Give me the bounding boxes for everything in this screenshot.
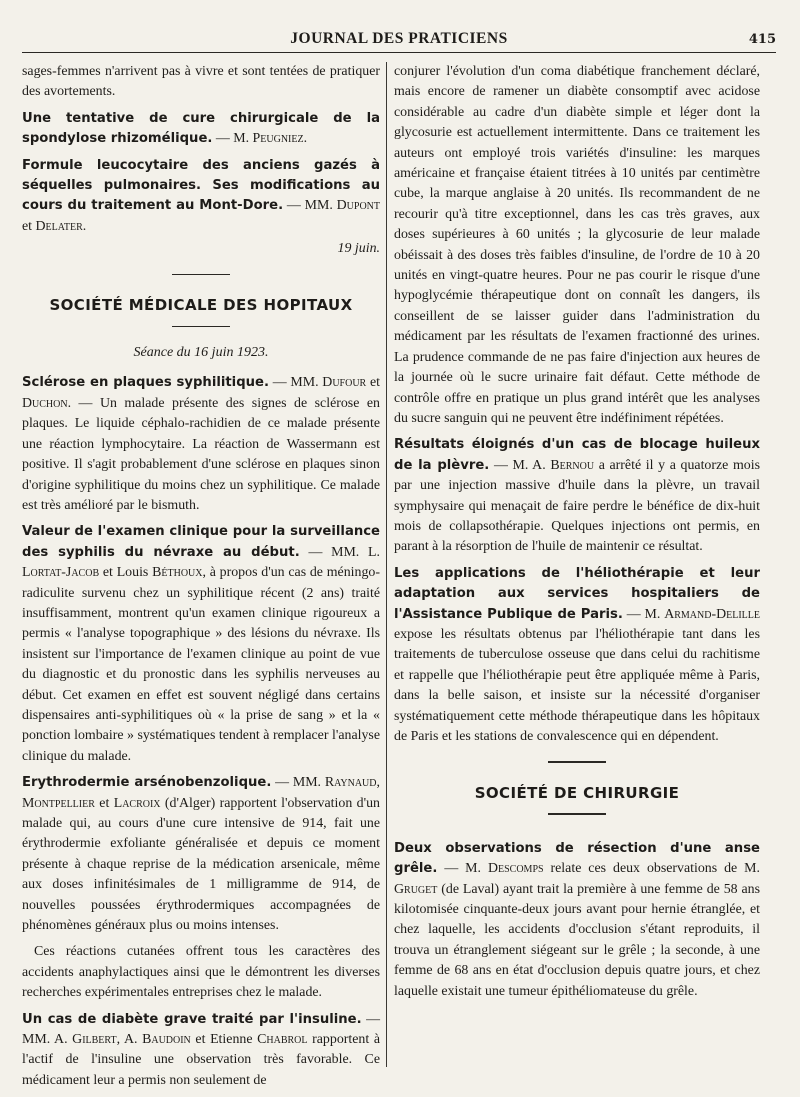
- article-body: — Un malade présente des signes de sclérose en plaques. Le liquide céphalo-rachidien de ce malade présente une réaction lymphocytaire. La réaction de Wassermann est positive. Il s'agit probablement d'une sclérose en plaques sinon d'origine syphilitique du moins chez un syphilitique. Ce malade est très amélioré par le bismuth.: [22, 395, 380, 513]
- article-title: Erythrodermie arsénobenzolique.: [22, 775, 272, 791]
- article-title: Deux observations de résection d'une anse grêle.: [394, 840, 760, 877]
- section-rule: [172, 326, 230, 328]
- article-body: expose les résultats obtenus par l'héliothérapie tant dans les traitements de tuberculose osseuse que dans celui du rachitisme et rappelle que l'héliothérapie peut être appliquée même à Paris, dans la belle saison, et insiste sur la nécessité d'organiser systématiquement cette méthode thérapeutique dans les hôpitaux de Paris et les stations de convalescence qui en dépendent.: [394, 626, 760, 744]
- article-body: relate ces deux observations de M.: [543, 861, 760, 877]
- article-resection: [394, 839, 760, 1002]
- separator: — M.: [212, 131, 253, 147]
- conjunction: et Etienne: [190, 1032, 258, 1048]
- article-title: Résultats éloignés d'un cas de blocage huileux de la plèvre.: [394, 437, 760, 473]
- article-spondylose: [22, 109, 380, 150]
- separator: — M.: [622, 606, 665, 622]
- author-name: Dupont: [336, 198, 381, 214]
- article-body: (de Laval) ayant trait la première à une femme de 58 ans kilotomisée cinquante-deux jours avant pour hernie étranglée, et chez laquelle, les accidents d'occlusion s'étant reproduits, il trouva un étranglement siégeant sur le grêle ; la seconde, à une femme de 68 ans en état d'occlusion depuis quatre jours, et chez laquelle existait une tumeur épithéliomateuse du grêle.: [394, 881, 760, 999]
- author-name: Dufour: [322, 375, 367, 391]
- paragraph: sages-femmes n'arrivent pas à vivre et sont tentées de pratiquer des avortements.: [22, 64, 380, 100]
- article-title: Formule leucocytaire des anciens gazés à séquelles pulmonaires. Ses modifications au cours du traitement au Mont-Dore.: [22, 157, 380, 214]
- article-title: Les applications de l'héliothérapie et leur adaptation aux services hospitaliers de l'Assistance Publique de Paris.: [394, 565, 760, 622]
- seance-date: Séance du 16 juin 1923.: [133, 345, 269, 361]
- conjunction: et: [22, 218, 36, 234]
- article-formule-leucocytaire: [22, 156, 380, 238]
- separator: — MM.: [268, 375, 323, 391]
- session-date: 19 juin.: [337, 241, 380, 257]
- separator: — MM. L.: [299, 544, 380, 560]
- section-rule: [548, 761, 606, 763]
- page-header: [22, 26, 776, 53]
- article-title: Une tentative de cure chirurgicale de la spondylose rhizomélique.: [22, 110, 380, 147]
- author-name: Baudoin: [142, 1032, 191, 1048]
- column-divider: [386, 62, 387, 1067]
- separator: , A.: [116, 1032, 143, 1048]
- article-body: rapportent à l'actif de l'insuline une observation très favorable. Ce médicament leur a permis non seulement de: [22, 1032, 381, 1088]
- author-name: Bernou: [550, 457, 595, 473]
- article-title: Sclérose en plaques syphilitique.: [22, 375, 269, 391]
- article-diabete: [22, 1010, 380, 1092]
- author-name: Duchon.: [22, 395, 72, 411]
- section-title-chirurgie: SOCIÉTÉ DE CHIRURGIE: [474, 783, 680, 802]
- left-column: [22, 62, 380, 1097]
- separator: — M.: [437, 861, 488, 877]
- author-name: Béthoux: [152, 565, 203, 581]
- author-name: Armand-Delille: [664, 606, 760, 622]
- author-name: Chabrol: [257, 1032, 308, 1048]
- author-name: Montpellier: [22, 795, 95, 811]
- author-name: Gruget: [394, 881, 438, 897]
- author-name: Lacroix: [113, 795, 161, 811]
- journal-title: JOURNAL DES PRATICIENS: [290, 30, 508, 47]
- article-examen-clinique: [22, 522, 380, 767]
- separator: — MM.: [283, 198, 337, 214]
- section-rule: [548, 813, 606, 815]
- author-name: Gilbert: [72, 1032, 117, 1048]
- section-title-medicale: SOCIÉTÉ MÉDICALE DES HOPITAUX: [49, 296, 353, 315]
- article-body: a arrêté il y a quatorze mois par une injection massive d'huile dans la plèvre, un travail symphysaire qui menaçait de faire perdre le bénéfice de dix-huit mois de collapsothérapie. Quelques injections ont permis, en parant à la résorption de l'huile de maintenir ce résultat.: [394, 457, 760, 555]
- article-sclerose: [22, 373, 380, 516]
- paragraph: Ces réactions cutanées offrent tous les caractères des accidents anaphylactiques ainsi que le démontrent les diverses recherches expérimentales entreprises chez le malade.: [22, 944, 380, 1001]
- right-column: [394, 62, 760, 1008]
- page-number: 415: [748, 32, 776, 47]
- article-body: , à propos d'un cas de méningo-radiculite survenu chez un syphilitique récent (2 ans) traité insuffisamment, montrent qu'un examen clinique rigoureux a permis « l'analyse topographique » des lésions du névraxe. Ils insistent sur l'importance de l'examen clinique au point de vue du diagnostic et du pronostic dans les syphilis nerveuses au début. Cet examen en effet est souvent négligé dans certains dispensaires anti-syphilitiques où « la prise de sang » et la « ponction lombaire » systématiques tendent à remplacer l'analyse clinique du malade.: [22, 565, 380, 764]
- article-title: Un cas de diabète grave traité par l'insuline.: [22, 1011, 362, 1027]
- separator: — MM. A.: [22, 1011, 380, 1048]
- author-name: Lortat-Jacob: [22, 565, 100, 581]
- conjunction: et: [94, 795, 114, 811]
- article-body: (d'Alger) rapportent l'observation d'un malade qui, au cours d'une cure intensive de 914, fait une érythrodermie exfoliante généralisée et depuis ce moment présente à chaque reprise de la médication arsenicale, même aux doses infinitésimales de 1 milligramme de 914, de nouvelles poussées érythrodermiques accompagnées de phénomènes généraux plus ou moins intenses.: [22, 795, 380, 934]
- section-rule: [172, 274, 230, 276]
- author-name: Descomps: [487, 861, 544, 877]
- paragraph: conjurer l'évolution d'un coma diabétique franchement déclaré, mais encore de ramener un diabète consomptif avec acidose considérable au cadre d'un diabète simple et léger dont la glycosurie est actuellement intermittente. Dans ce traitement les auteurs ont employé trois variétés d'insuline: les marques américaine et française étaient titrées à 10 unités par centimètre cube, la marque anglaise à 20 unités. Ils recommandent de ne recourir qu'à titre exceptionnel, dans les cas très graves, aux doses supérieures à 60 unités ; la glycosurie de leur malade obéissait à des doses très faibles d'insuline, de l'ordre de 10 à 20 unités en vingt-quatre heures. Pour ne pas courir le risque d'une hypoglycémie thérapeutique dont on connaît les dangers, ils conseillent de se laisser guider dans l'administration du médicament par les résultats de l'examen fractionné des urines. La prudence commande de ne pas faire d'injection aux heures de la journée où le sucre urinaire fait défaut. Cette méthode de contrôle offre en pratique un plus grand intérêt que les analyses du sucre sanguin qui ne peuvent être indéfiniment répétées.: [394, 64, 760, 426]
- author-name: Delater.: [35, 218, 87, 234]
- conjunction: et: [366, 375, 381, 391]
- separator: — M. A.: [489, 457, 551, 473]
- separator: — MM.: [271, 775, 325, 791]
- separator: ,: [376, 775, 380, 791]
- author-name: Raynaud: [324, 775, 377, 791]
- author-name: Peugniez.: [252, 131, 308, 147]
- article-erythrodermie: [22, 773, 380, 936]
- conjunction: et Louis: [99, 565, 153, 581]
- article-title: Valeur de l'examen clinique pour la surveillance des syphilis du névraxe au début.: [22, 524, 380, 560]
- article-heliotherapie: [394, 564, 760, 748]
- article-blocage-huileux: [394, 435, 760, 557]
